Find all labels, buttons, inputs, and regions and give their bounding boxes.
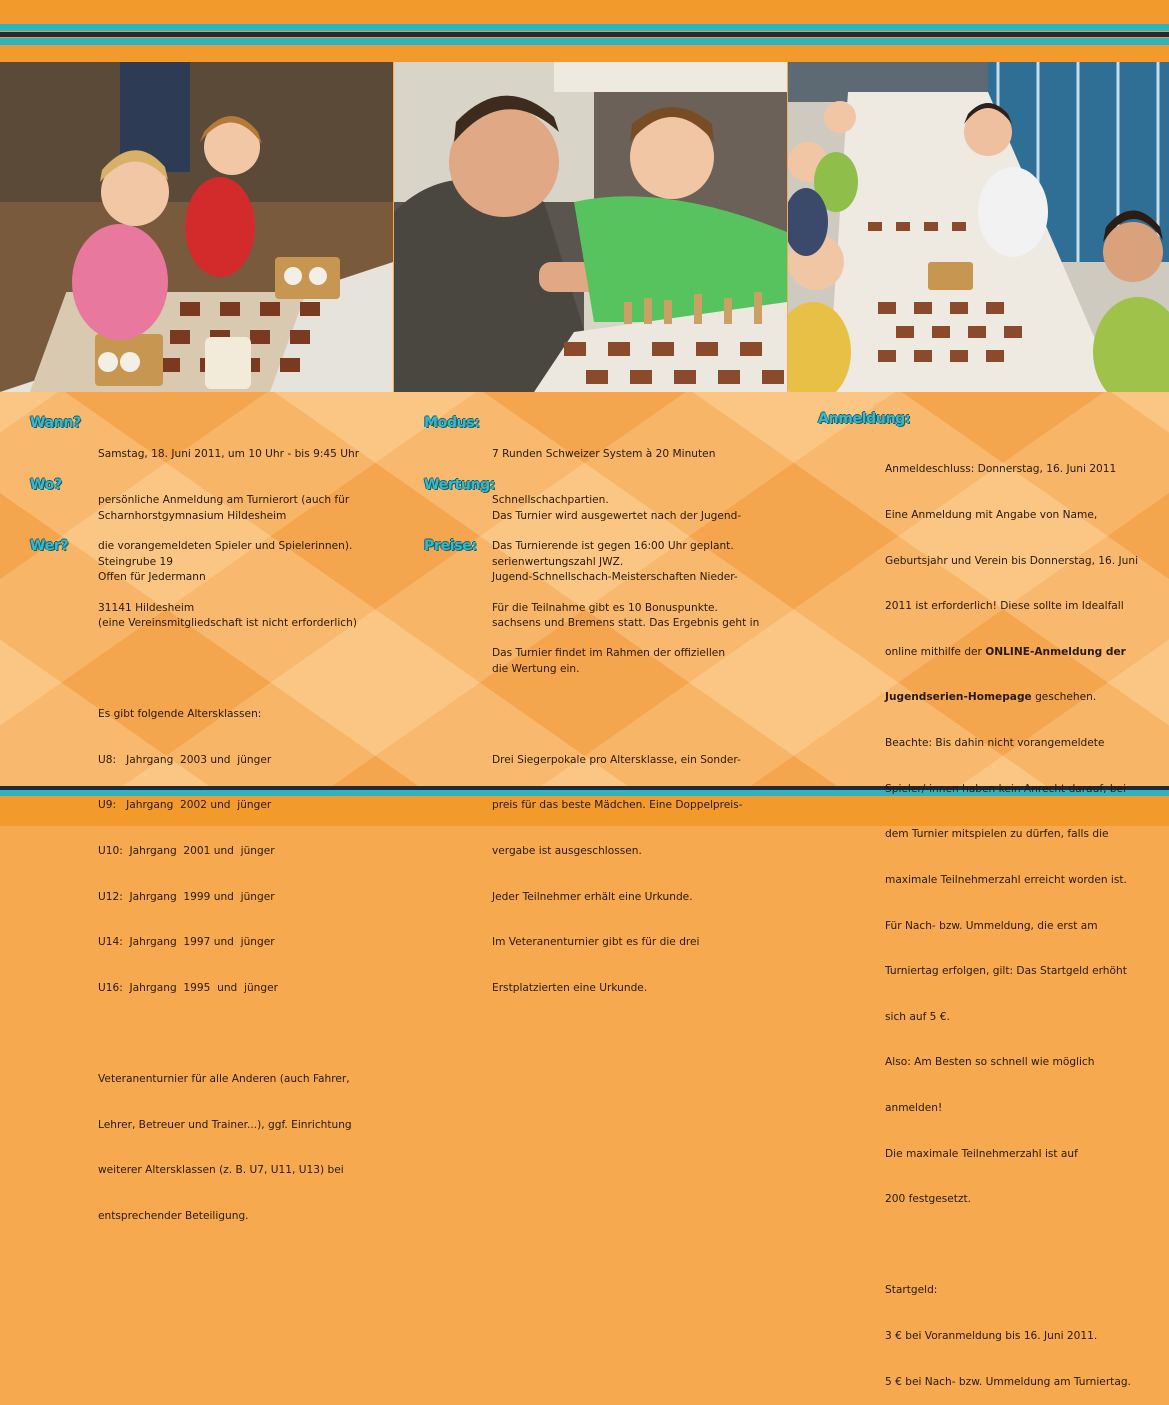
heading-anmeldung: Anmeldung: bbox=[818, 411, 911, 427]
girl-playing-chess-photo bbox=[0, 62, 393, 392]
anmeldung-line: Anmeldeschluss: Donnerstag, 16. Juni 2011 bbox=[885, 463, 1117, 476]
preise-line: Jeder Teilnehmer erhält eine Urkunde. bbox=[492, 890, 693, 903]
top-orange-band bbox=[0, 0, 1169, 62]
preise-line: Im Veteranenturnier gibt es für die drei bbox=[492, 936, 700, 949]
anmeldung-line: Eine Anmeldung mit Angabe von Name, bbox=[885, 509, 1098, 522]
wer-line: weiterer Altersklassen (z. B. U7, U11, U13) bei bbox=[98, 1164, 344, 1177]
preise-line: Drei Siegerpokale pro Altersklasse, ein Sonder- bbox=[492, 753, 741, 766]
wer-line: Lehrer, Betreuer und Trainer...), ggf. Einrichtung bbox=[98, 1118, 352, 1131]
preise-line: vergabe ist ausgeschlossen. bbox=[492, 845, 642, 858]
heading-preise: Preise: bbox=[424, 538, 477, 554]
anmeldung-text bbox=[885, 432, 1138, 1405]
age-class-u16: U16: Jahrgang 1995 und jünger bbox=[98, 981, 278, 994]
wertung-line: Für die Teilnahme gibt es 10 Bonuspunkte. bbox=[492, 601, 718, 614]
wo-line: Scharnhorstgymnasium Hildesheim bbox=[98, 510, 287, 523]
wer-line: entsprechender Beteiligung. bbox=[98, 1209, 249, 1222]
wo-line: Steingrube 19 bbox=[98, 556, 173, 569]
wann-line: Samstag, 18. Juni 2011, um 10 Uhr - bis 9:45 Uhr bbox=[98, 448, 360, 461]
wer-line bbox=[98, 1027, 357, 1042]
anmeldung-line: sich auf 5 €. bbox=[885, 1010, 950, 1023]
anmeldung-post: geschehen. bbox=[1031, 691, 1097, 704]
age-class-u14: U14: Jahrgang 1997 und jünger bbox=[98, 936, 275, 949]
anmeldung-line: anmelden! bbox=[885, 1101, 943, 1114]
wertung-line: Das Turnier findet im Rahmen der offiziellen bbox=[492, 647, 726, 660]
preise-line: sachsens und Bremens statt. Das Ergebnis geht in bbox=[492, 617, 760, 630]
anmeldung-line bbox=[885, 1238, 1138, 1253]
wertung-line: serienwertungszahl JWZ. bbox=[492, 556, 624, 569]
top-teal-stripe bbox=[0, 24, 1169, 31]
wann-line: persönliche Anmeldung am Turnierort (auch für bbox=[98, 494, 350, 507]
online-registration-link[interactable]: ONLINE-Anmeldung der bbox=[985, 645, 1126, 658]
anmeldung-line: 200 festgesetzt. bbox=[885, 1193, 972, 1206]
anmeldung-line: maximale Teilnehmerzahl erreicht worden ist. bbox=[885, 873, 1127, 886]
preise-line: Erstplatzierten eine Urkunde. bbox=[492, 981, 648, 994]
man-and-boy-chess-photo bbox=[394, 62, 787, 392]
heading-modus: Modus: bbox=[424, 415, 480, 431]
anmeldung-line: Geburtsjahr und Verein bis Donnerstag, 16. Juni bbox=[885, 554, 1139, 567]
anmeldung-line: Spieler/-innen haben kein Anrecht darauf, bei bbox=[885, 782, 1127, 795]
startgeld-line: 3 € bei Voranmeldung bis 16. Juni 2011. bbox=[885, 1329, 1098, 1342]
age-class-u9: U9: Jahrgang 2002 und jünger bbox=[98, 799, 272, 812]
anmeldung-line: dem Turnier mitspielen zu dürfen, falls die bbox=[885, 828, 1109, 841]
online-registration-line bbox=[885, 645, 1138, 660]
preise-line: die Wertung ein. bbox=[492, 662, 580, 675]
preise-text bbox=[492, 540, 759, 1011]
top-teal-stripe-2 bbox=[0, 38, 1169, 45]
preise-line: preis für das beste Mädchen. Eine Doppelpreis- bbox=[492, 799, 743, 812]
heading-wertung: Wertung: bbox=[424, 477, 496, 493]
modus-line: Das Turnierende ist gegen 16:00 Uhr geplant. bbox=[492, 539, 734, 552]
preise-line: Jugend-Schnellschach-Meisterschaften Nieder- bbox=[492, 571, 738, 584]
startgeld-line: 5 € bei Nach- bzw. Ummeldung am Turniertag. bbox=[885, 1375, 1131, 1388]
modus-line: Schnellschachpartien. bbox=[492, 494, 609, 507]
wer-text bbox=[98, 540, 357, 1239]
age-class-u10: U10: Jahrgang 2001 und jünger bbox=[98, 845, 275, 858]
anmeldung-pre: online mithilfe der bbox=[885, 645, 986, 658]
homepage-line bbox=[885, 690, 1138, 705]
top-dark-stripe bbox=[0, 32, 1169, 37]
anmeldung-line: Beachte: Bis dahin nicht vorangemeldete bbox=[885, 737, 1105, 750]
anmeldung-line: Die maximale Teilnehmerzahl ist auf bbox=[885, 1147, 1078, 1160]
wer-line: Es gibt folgende Altersklassen: bbox=[98, 708, 262, 721]
children-tournament-hall-photo bbox=[788, 62, 1169, 392]
heading-wer: Wer? bbox=[30, 538, 69, 554]
anmeldung-line: Turniertag erfolgen, gilt: Das Startgeld erhöht bbox=[885, 965, 1127, 978]
age-class-u12: U12: Jahrgang 1999 und jünger bbox=[98, 890, 275, 903]
homepage-link[interactable]: Jugendserien-Homepage bbox=[885, 691, 1032, 704]
anmeldung-line: Also: Am Besten so schnell wie möglich bbox=[885, 1056, 1095, 1069]
modus-line: 7 Runden Schweizer System à 20 Minuten bbox=[492, 448, 716, 461]
anmeldung-line: 2011 ist erforderlich! Diese sollte im Idealfall bbox=[885, 600, 1124, 613]
wann-line: die vorangemeldeten Spieler und Spielerinnen). bbox=[98, 539, 353, 552]
heading-wann: Wann? bbox=[30, 415, 81, 431]
anmeldung-line: Für Nach- bzw. Ummeldung, die erst am bbox=[885, 919, 1098, 932]
wo-line: 31141 Hildesheim bbox=[98, 601, 195, 614]
wer-line: Offen für Jedermann bbox=[98, 571, 206, 584]
wer-line: Veteranenturnier für alle Anderen (auch Fahrer, bbox=[98, 1073, 350, 1086]
preise-line bbox=[492, 707, 759, 722]
age-class-u8: U8: Jahrgang 2003 und jünger bbox=[98, 753, 272, 766]
heading-wo: Wo? bbox=[30, 477, 62, 493]
wer-line bbox=[98, 662, 357, 677]
wer-line: (eine Vereinsmitgliedschaft ist nicht erforderlich) bbox=[98, 617, 357, 630]
startgeld-heading: Startgeld: bbox=[885, 1284, 938, 1297]
wertung-line: Das Turnier wird ausgewertet nach der Jugend- bbox=[492, 510, 742, 523]
